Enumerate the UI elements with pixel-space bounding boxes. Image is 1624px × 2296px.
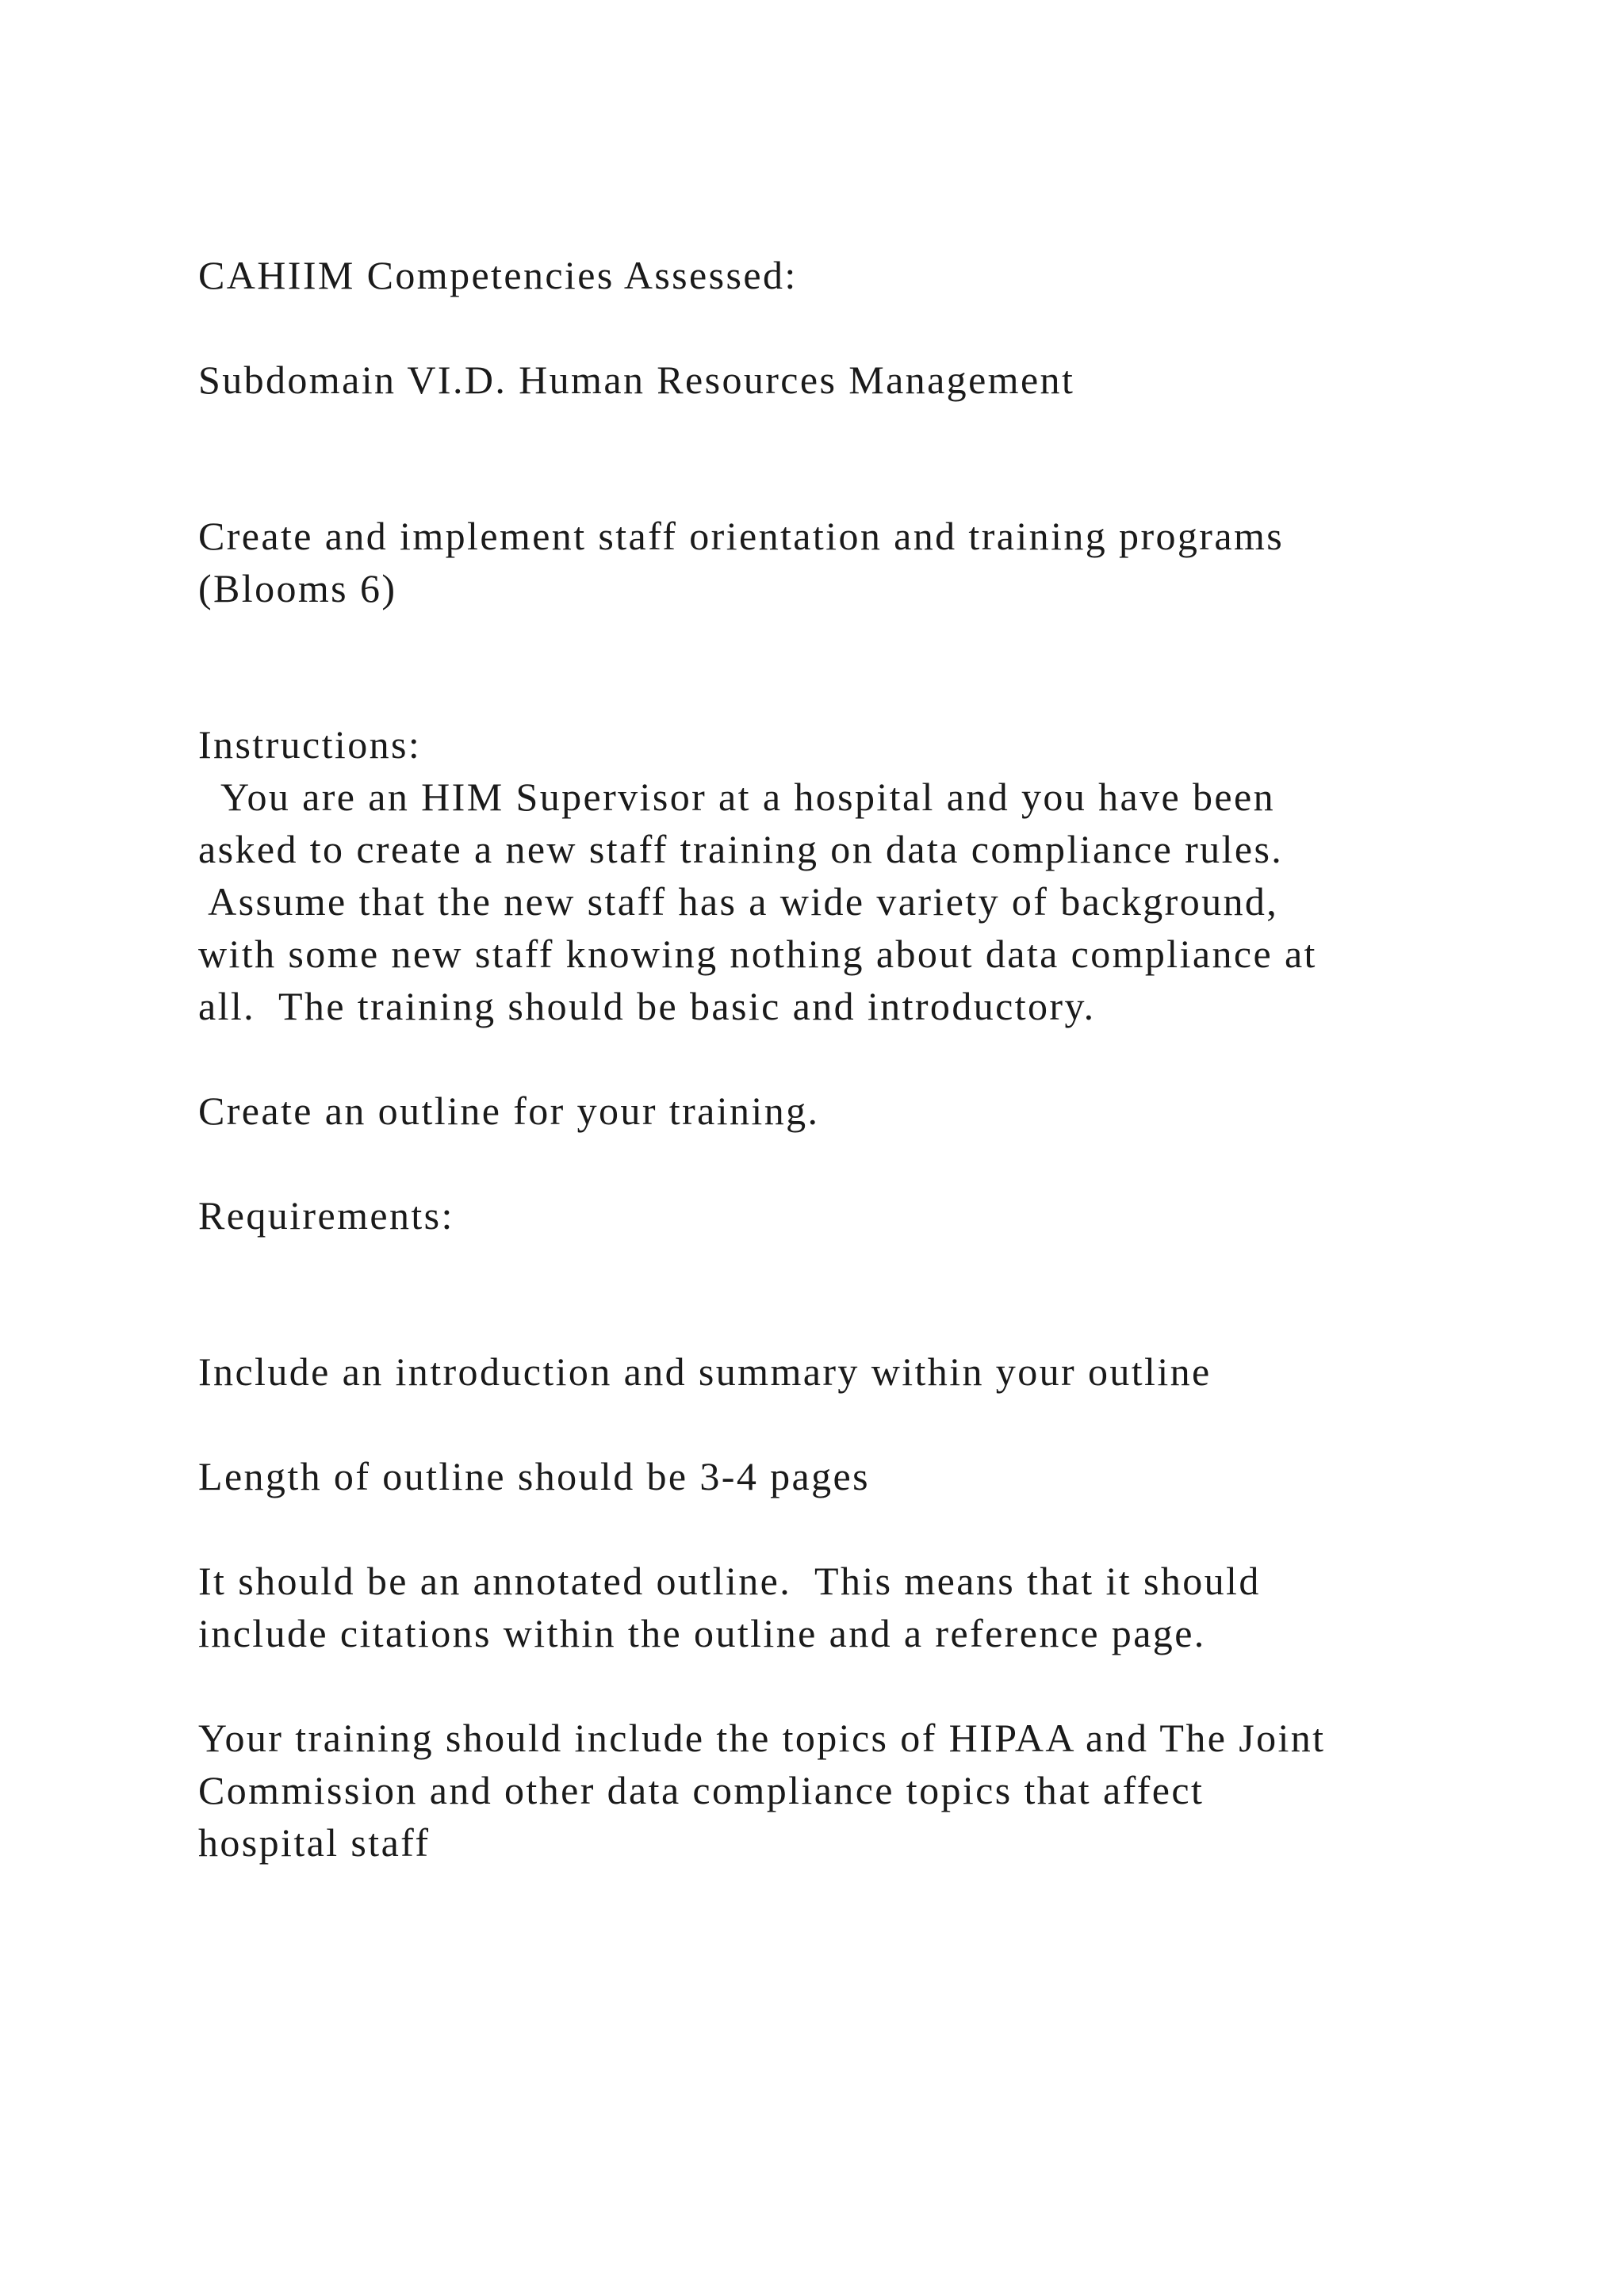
instructions-line-2: asked to create a new staff training on data compliance rules. [198, 827, 1284, 871]
objective-line-2: (Blooms 6) [198, 566, 397, 610]
competencies-heading: CAHIIM Competencies Assessed: [198, 253, 798, 297]
instructions-line-4: with some new staff knowing nothing about data compliance at [198, 932, 1317, 976]
requirement-3-line-2: include citations within the outline and a reference page. [198, 1611, 1206, 1655]
instructions-line-3: Assume that the new staff has a wide variety of background, [198, 879, 1279, 924]
requirement-3-line-1: It should be an annotated outline. This means that it should [198, 1559, 1261, 1603]
requirement-4-line-2: Commission and other data compliance topics that affect [198, 1768, 1205, 1812]
requirement-2: Length of outline should be 3-4 pages [198, 1454, 870, 1498]
requirement-4-line-1: Your training should include the topics of HIPAA and The Joint [198, 1716, 1326, 1760]
task-statement: Create an outline for your training. [198, 1089, 820, 1133]
instructions-line-5: all. The training should be basic and introductory. [198, 984, 1096, 1028]
requirement-4-line-3: hospital staff [198, 1820, 431, 1865]
requirements-heading: Requirements: [198, 1193, 454, 1238]
objective-line-1: Create and implement staff orientation and training programs [198, 514, 1285, 558]
requirement-1: Include an introduction and summary within your outline [198, 1349, 1212, 1394]
instructions-heading: Instructions: [198, 722, 422, 767]
instructions-line-1: You are an HIM Supervisor at a hospital and you have been [198, 775, 1276, 819]
subdomain-title: Subdomain VI.D. Human Resources Management [198, 358, 1075, 402]
